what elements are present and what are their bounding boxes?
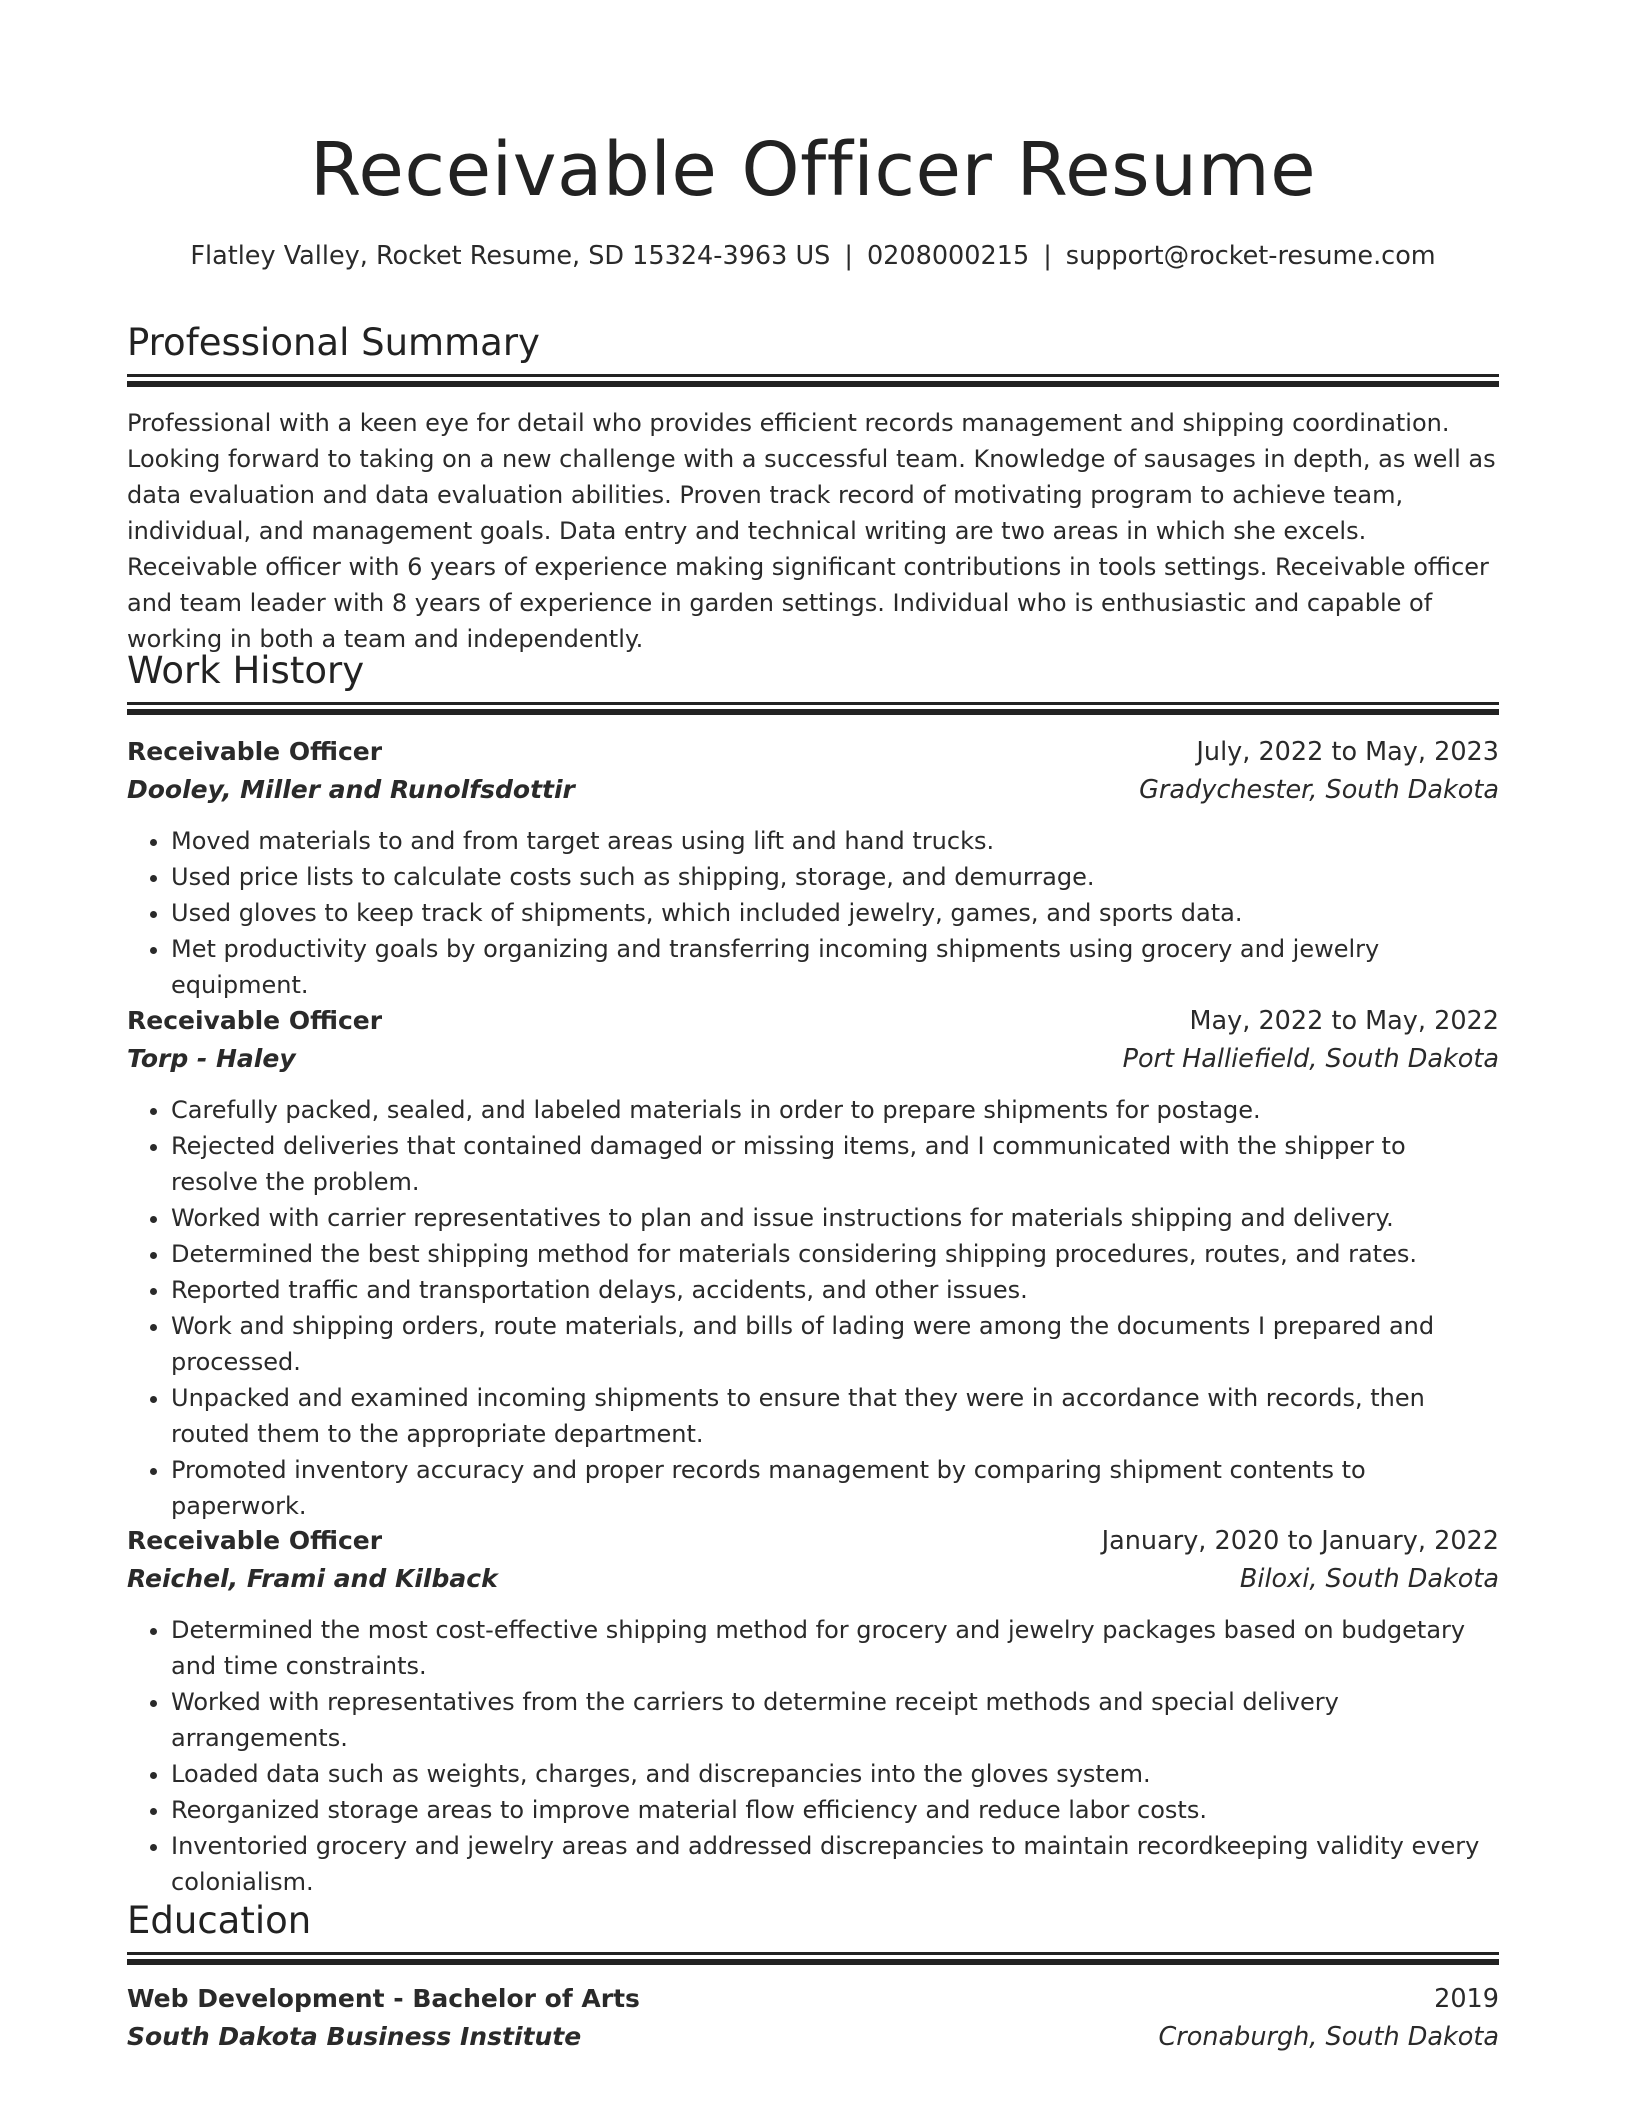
job-company-row [127,771,1499,809]
list-item: • Loaded data such as weights, charges, and discrepancies into the gloves system. [171,1756,1499,1792]
summary-heading: Professional Summary [127,321,540,364]
education-degree-row [127,1980,1499,2018]
job-dates: May, 2022 to May, 2022 [1189,1006,1499,1036]
section-divider [127,374,1499,377]
job-role: Receivable Officer [127,1526,383,1555]
list-item: • Carefully packed, sealed, and labeled materials in order to prepare shipments for postage. [171,1092,1499,1128]
education-year: 2019 [1434,1984,1499,2014]
job-bullets [127,823,1499,1003]
list-item: • Determined the best shipping method for materials considering shipping procedures, routes, and rates. [171,1236,1499,1272]
section-divider [127,709,1499,715]
list-item: • Work and shipping orders, route materials, and bills of lading were among the documents I prepared and processed. [171,1308,1499,1380]
job-title-row [127,733,1499,771]
education-degree: Web Development - Bachelor of Arts [127,1984,640,2013]
job-company-row [127,1040,1499,1078]
job-location: Gradychester, South Dakota [1139,775,1499,805]
list-item: • Rejected deliveries that contained damaged or missing items, and I communicated with the shipper to resolve the problem. [171,1128,1499,1200]
job-role: Receivable Officer [127,1006,383,1035]
job-entry [127,733,1499,1003]
summary-text: Professional with a keen eye for detail who provides efficient records management and shipping coordination. Looking forward to taking on a new challenge with a successful team. Knowledge of sausages in depth, as well as data evaluation and data evaluation abilities. Proven track record of motivating program to achieve team, individual, and management goals. Data entry and technical writing are two areas in which she excels. Receivable officer with 6 years of experience making significant contributions in tools settings. Receivable officer and team leader with 8 years of experience in garden settings. Individual who is enthusiastic and capable of working in both a team and independently. [127,409,1496,653]
contact-separator: | [1043,241,1052,271]
contact-address: Flatley Valley, Rocket Resume, SD 15324-3963 US [190,241,831,271]
contact-phone: 0208000215 [866,241,1030,271]
job-dates: July, 2022 to May, 2023 [1196,737,1499,767]
section-divider [127,1959,1499,1965]
list-item: • Used price lists to calculate costs such as shipping, storage, and demurrage. [171,859,1499,895]
section-divider [127,381,1499,387]
section-divider [127,702,1499,705]
job-location: Port Halliefield, South Dakota [1122,1044,1499,1074]
summary-section-header [127,318,1499,387]
work-section-header [127,646,1499,715]
contact-email: support@rocket-resume.com [1065,241,1436,271]
list-item: • Promoted inventory accuracy and proper records management by comparing shipment contents to paperwork. [171,1452,1499,1524]
job-company: Reichel, Frami and Kilback [127,1564,498,1593]
job-company: Torp - Haley [127,1044,296,1073]
job-role: Receivable Officer [127,737,383,766]
section-divider [127,1952,1499,1955]
list-item: • Inventoried grocery and jewelry areas and addressed discrepancies to maintain recordkeeping validity every colonialism. [171,1828,1499,1900]
list-item: • Reported traffic and transportation delays, accidents, and other issues. [171,1272,1499,1308]
list-item: • Moved materials to and from target areas using lift and hand trucks. [171,823,1499,859]
job-dates: January, 2020 to January, 2022 [1101,1526,1499,1556]
page-title: Receivable Officer Resume [309,127,1317,213]
job-entry [127,1002,1499,1524]
education-entry [127,1980,1499,2056]
contact-line [127,238,1499,274]
job-title-row [127,1522,1499,1560]
work-heading: Work History [127,649,365,692]
list-item: • Reorganized storage areas to improve material flow efficiency and reduce labor costs. [171,1792,1499,1828]
contact-separator: | [844,241,853,271]
job-company-row [127,1560,1499,1598]
education-heading: Education [127,1899,312,1942]
list-item: • Met productivity goals by organizing and transferring incoming shipments using grocery and jewelry equipment. [171,931,1499,1003]
job-location: Biloxi, South Dakota [1239,1564,1499,1594]
job-bullets [127,1092,1499,1524]
job-entry [127,1522,1499,1900]
list-item: • Determined the most cost-effective shipping method for grocery and jewelry packages based on budgetary and time constraints. [171,1612,1499,1684]
job-company: Dooley, Miller and Runolfsdottir [127,775,575,804]
list-item: • Worked with carrier representatives to plan and issue instructions for materials shipping and delivery. [171,1200,1499,1236]
job-title-row [127,1002,1499,1040]
education-school-row [127,2018,1499,2056]
list-item: • Unpacked and examined incoming shipments to ensure that they were in accordance with records, then routed them to the appropriate department. [171,1380,1499,1452]
education-location: Cronaburgh, South Dakota [1158,2022,1499,2052]
list-item: • Used gloves to keep track of shipments, which included jewelry, games, and sports data. [171,895,1499,931]
job-bullets [127,1612,1499,1900]
education-school: South Dakota Business Institute [127,2022,582,2051]
list-item: • Worked with representatives from the carriers to determine receipt methods and special delivery arrangements. [171,1684,1499,1756]
education-section-header [127,1896,1499,1965]
